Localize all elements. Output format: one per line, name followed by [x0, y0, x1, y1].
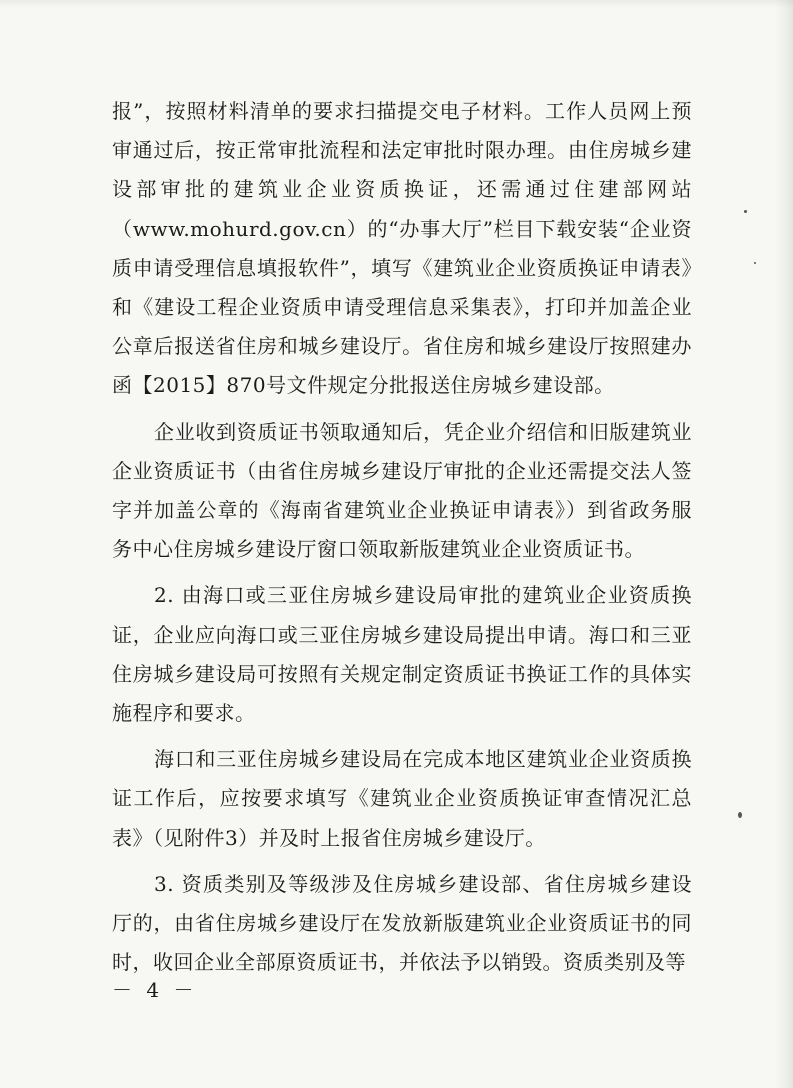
paragraph-certificate-collection: 企业收到资质证书领取通知后，凭企业介绍信和旧版建筑业企业资质证书（由省住房城乡建设厅审批的企业还需提交法人签字并加盖公章的《海南省建筑业企业换证申请表》）到省政务服务中心住房城乡建设厅窗口领取新版建筑业企业资质证书。 — [112, 419, 692, 562]
paragraph-item-2: 2. 由海口或三亚住房城乡建设局审批的建筑业企业资质换证，企业应向海口或三亚住房城乡建设局提出申请。海口和三亚住房城乡建设局可按照有关规定制定资质证书换证工作的具体实施程序和要求。 — [112, 583, 692, 726]
scan-speck — [738, 812, 742, 818]
scan-edge-right — [775, 0, 793, 1088]
document-body — [112, 92, 692, 989]
scan-edge-top — [0, 0, 793, 8]
scan-speck — [754, 262, 756, 264]
paragraph-item-3: 3. 资质类别及等级涉及住房城乡建设部、省住房城乡建设厅的，由省住房城乡建设厅在发放新版建筑业企业资质证书的同时，收回企业全部原资质证书，并依法予以销毁。资质类别及等 — [112, 871, 692, 975]
paragraph-haikou-sanya-report: 海口和三亚住房城乡建设局在完成本地区建筑业企业资质换证工作后，应按要求填写《建筑业企业资质换证审查情况汇总表》（见附件3）并及时上报省住房城乡建设厅。 — [112, 747, 692, 850]
paragraph-continuation: 报”，按照材料清单的要求扫描提交电子材料。工作人员网上预审通过后，按正常审批流程和法定审批时限办理。由住房城乡建设部审批的建筑业企业资质换证，还需通过住建部网站（www.mohurd.gov.cn）的“办事大厅”栏目下载安装“企业资质申请受理信息填报软件”，填写《建筑业企业资质换证申请表》和《建设工程企业资质申请受理信息采集表》，打印并加盖企业公章后报送省住房和城乡建设厅。省住房和城乡建设厅按照建办函【2015】870号文件规定分批报送住房城乡建设部。 — [112, 99, 692, 398]
scan-speck — [744, 210, 747, 213]
page-number: － 4 － — [112, 978, 198, 1002]
